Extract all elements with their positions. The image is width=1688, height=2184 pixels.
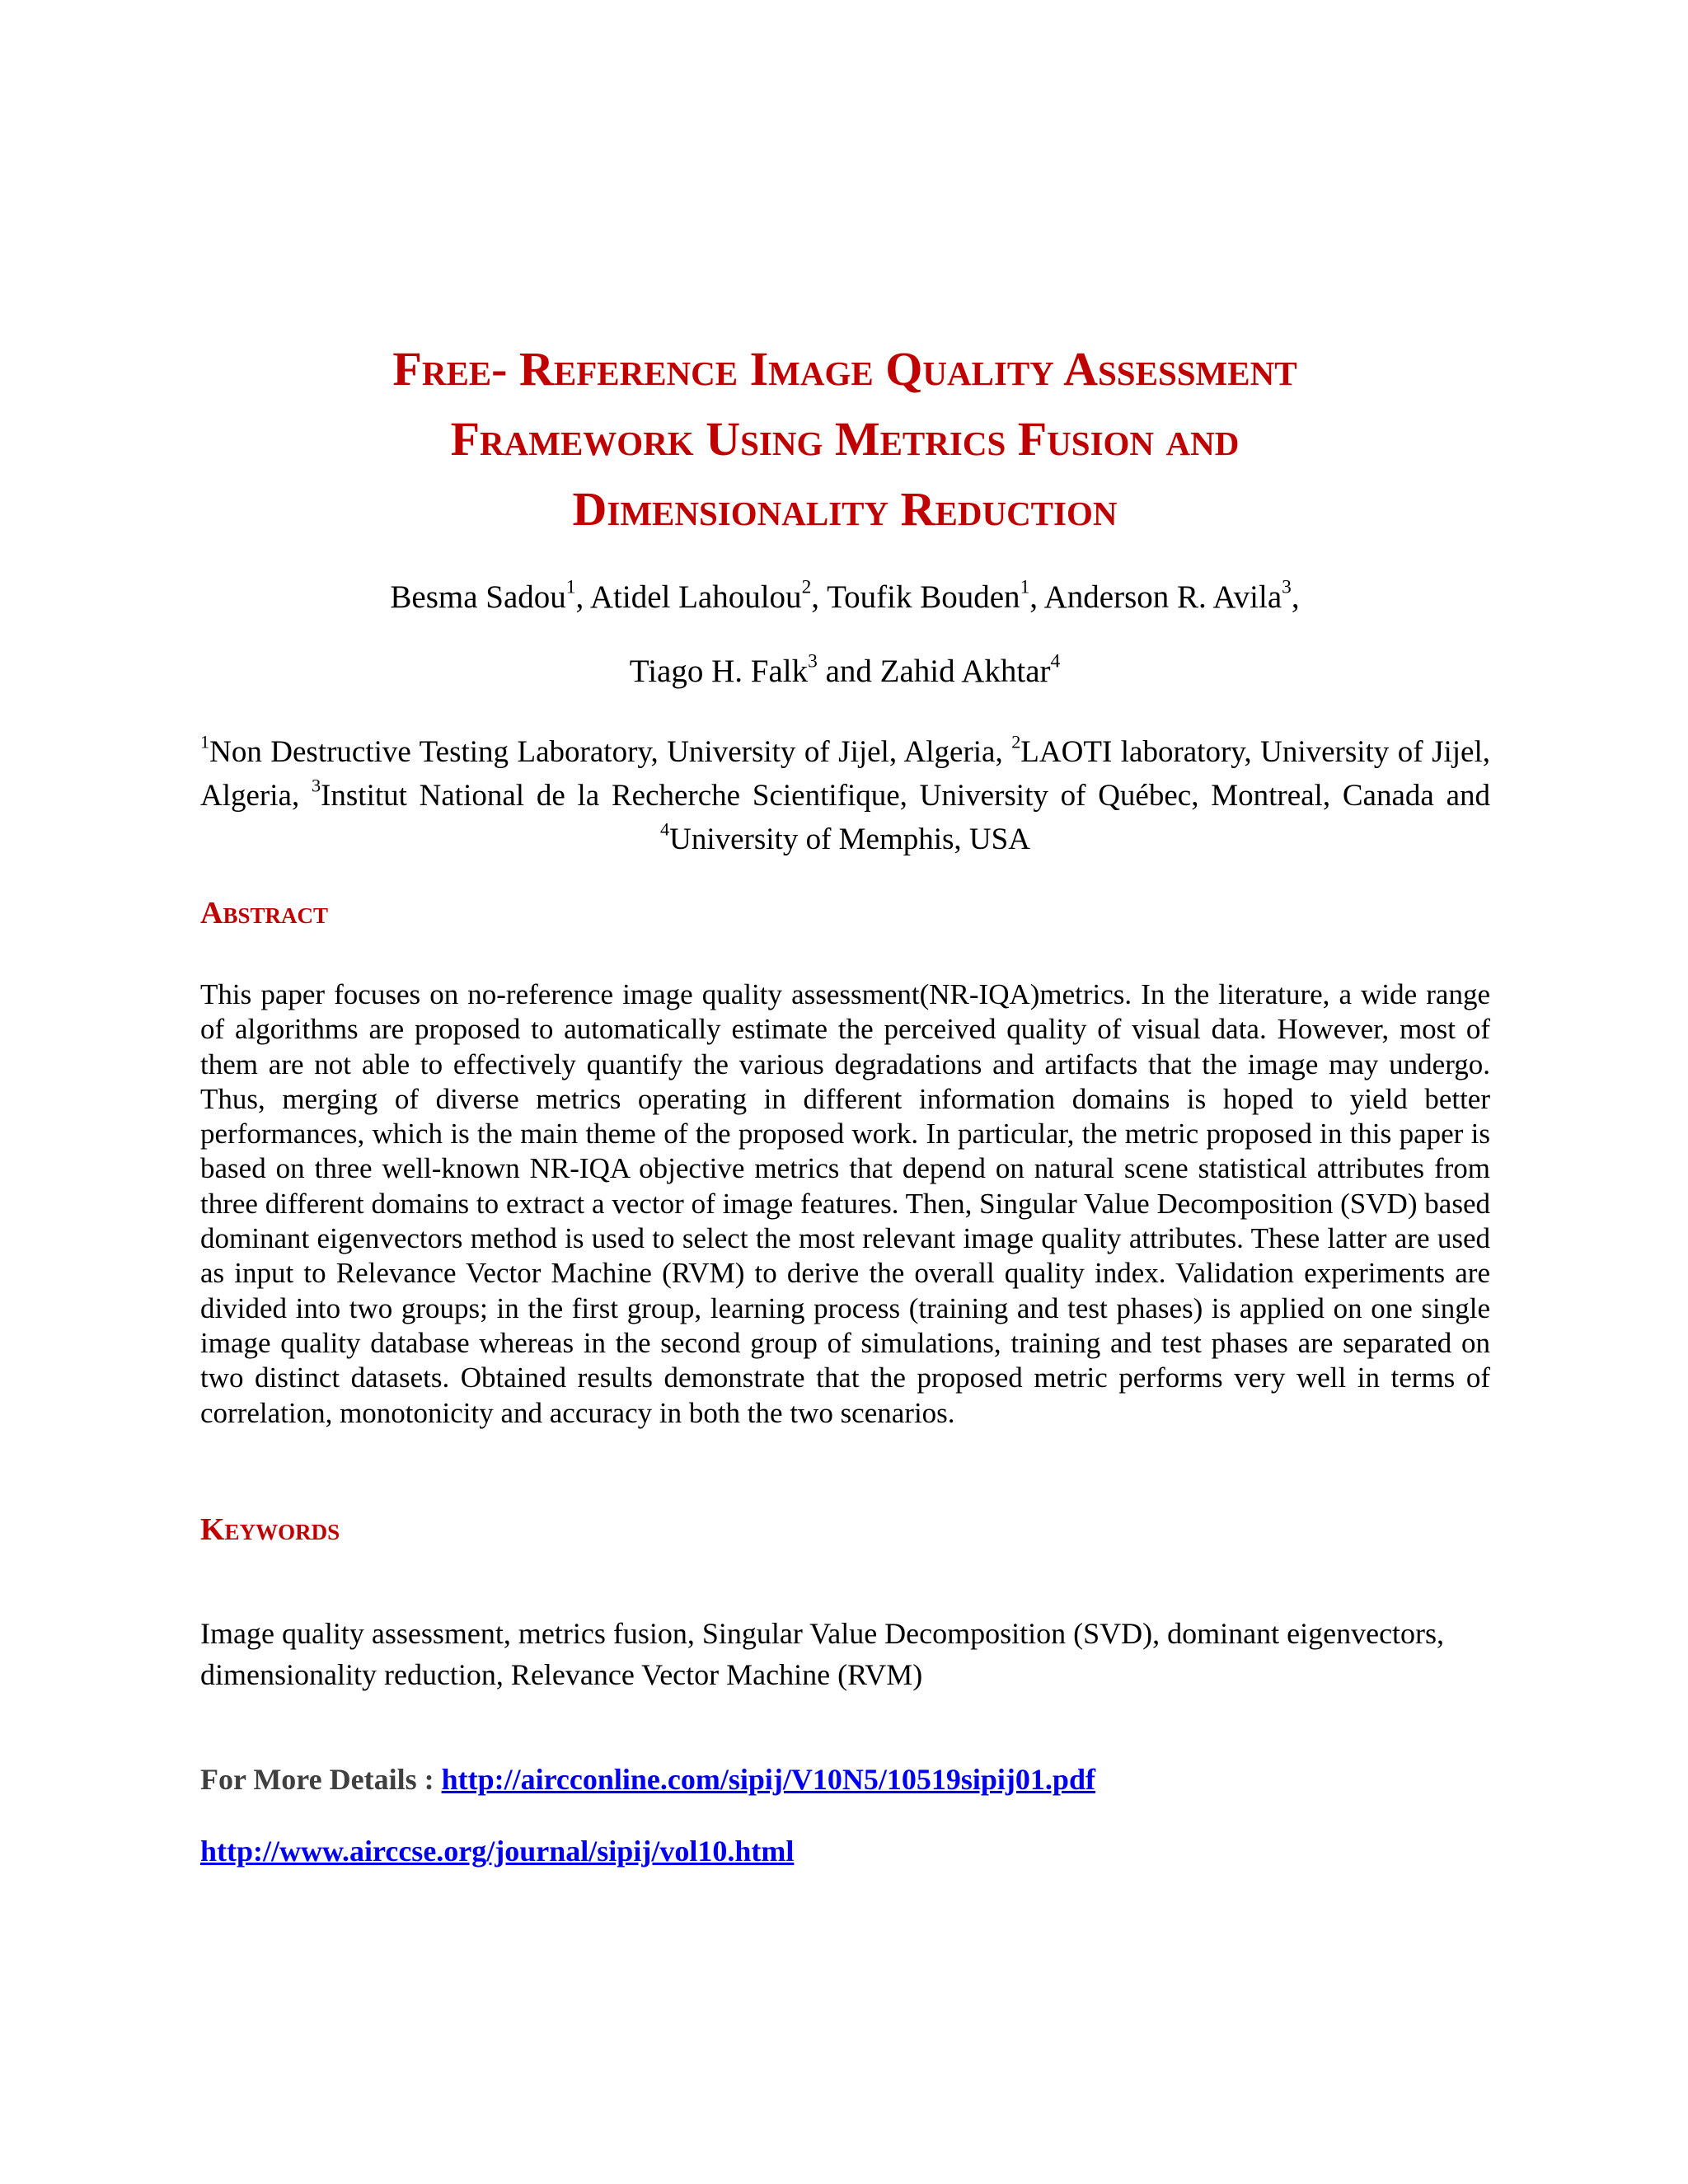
author-affiliation-mark: 1: [565, 576, 576, 598]
paper-title: [148, 334, 1541, 544]
author-separator: and: [817, 654, 880, 689]
affiliation-mark: 3: [311, 775, 321, 796]
affiliation-text: Institut National de la Recherche Scientifique, University of Québec, Montreal, Canada and: [321, 779, 1490, 813]
affiliation-text: LAOTI laboratory, University of Jijel, Algeria,: [200, 735, 1490, 813]
affiliations: [200, 730, 1490, 861]
abstract-text: This paper focuses on no-reference image quality assessment(NR-IQA)metrics. In the literature, a wide range of algorithms are proposed to automatically estimate the perceived quality of visual data. However, most of them are not able to effectively quantify the various degradations and artifacts that the image may undergo. Thus, merging of diverse metrics operating in different information domains is hoped to yield better performances, which is the main theme of the proposed work. In particular, the metric proposed in this paper is based on three well-known NR-IQA objective metrics that depend on natural scene statistical attributes from three different domains to extract a vector of image features. Then, Singular Value Decomposition (SVD) based dominant eigenvectors method is used to select the most relevant image quality attributes. These latter are used as input to Relevance Vector Machine (RVM) to derive the overall quality index. Validation experiments are divided into two groups; in the first group, learning process (training and test phases) is applied on one single image quality database whereas in the second group of simulations, training and test phases are separated on two distinct datasets. Obtained results demonstrate that the proposed metric performs very well in terms of correlation, monotonicity and accuracy in both the two scenarios.: [200, 978, 1490, 1429]
author-affiliation-mark: 4: [1050, 650, 1061, 673]
author-name: Toufik Bouden: [827, 579, 1020, 615]
author-separator: ,: [811, 579, 828, 615]
author-name: Besma Sadou: [390, 579, 566, 615]
affiliation-mark: 2: [1011, 731, 1021, 752]
journal-link-line: [200, 1831, 794, 1871]
author-line-2: [148, 651, 1541, 692]
author-separator: ,: [1291, 579, 1300, 615]
author-list: [148, 577, 1541, 692]
keywords-text: Image quality assessment, metrics fusion, Singular Value Decomposition (SVD), dominant eigenvectors, dimensionality reduction, Relevance Vector Machine (RVM): [200, 1617, 1445, 1691]
more-details-line: [200, 1760, 1095, 1799]
author-line-1: [148, 577, 1541, 618]
author-name: Anderson R. Avila: [1043, 579, 1282, 615]
affiliation-text: Non Destructive Testing Laboratory, University of Jijel, Algeria,: [209, 735, 1012, 769]
journal-link[interactable]: http://www.airccse.org/journal/sipij/vol10.html: [200, 1835, 795, 1868]
author-separator: ,: [575, 579, 590, 615]
title-line-3: Dimensionality Reduction: [572, 482, 1118, 536]
keywords-heading: Keywords: [200, 1512, 340, 1547]
author-separator: ,: [1029, 579, 1044, 615]
author-affiliation-mark: 1: [1020, 576, 1030, 598]
title-line-2: Framework Using Metrics Fusion and: [450, 412, 1240, 466]
author-affiliation-mark: 2: [801, 576, 812, 598]
title-line-1: Free- Reference Image Quality Assessment: [392, 342, 1297, 396]
author-affiliation-mark: 3: [1282, 576, 1292, 598]
affiliation-mark: 1: [200, 731, 210, 752]
author-name: Tiago H. Falk: [629, 654, 809, 689]
abstract-heading: Abstract: [200, 896, 328, 930]
author-name: Atidel Lahoulou: [589, 579, 802, 615]
affiliation-mark: 4: [660, 818, 670, 840]
pdf-link[interactable]: http://aircconline.com/sipij/V10N5/10519sipij01.pdf: [441, 1763, 1095, 1796]
more-details-label: For More Details :: [200, 1763, 442, 1796]
author-name: Zahid Akhtar: [879, 654, 1051, 689]
author-affiliation-mark: 3: [808, 650, 818, 673]
affiliation-text: University of Memphis, USA: [669, 823, 1030, 856]
